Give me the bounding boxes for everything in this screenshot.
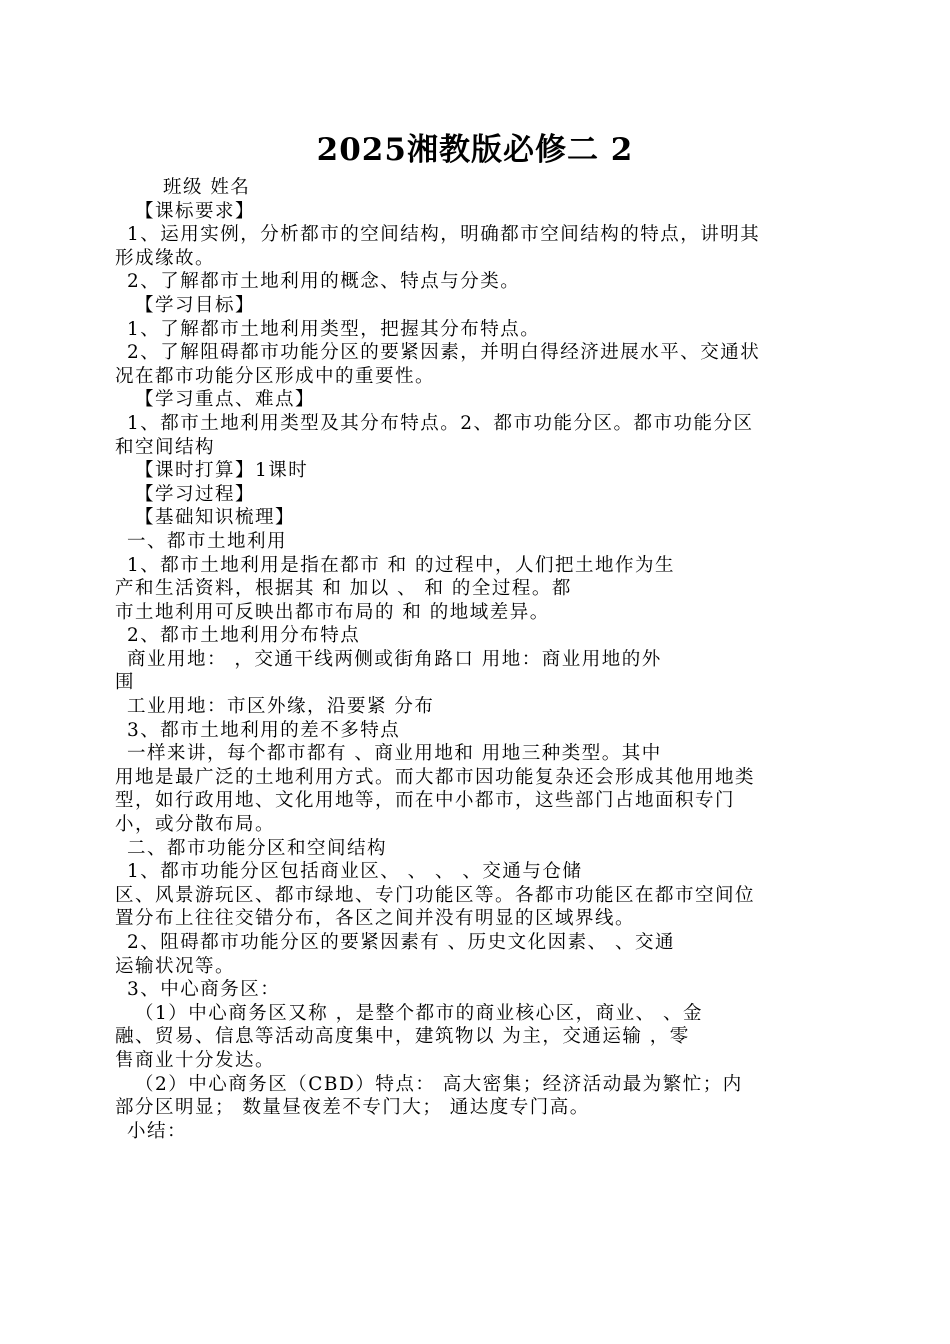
text-line: 融、贸易、信息等活动高度集中，建筑物以 为主，交通运输 ，零	[115, 1026, 690, 1048]
text-line: 用地是最广泛的土地利用方式。而大都市因功能复杂还会形成其他用地类	[115, 766, 756, 788]
text-line: 工业用地：市区外缘，沿要紧 分布	[127, 696, 435, 718]
text-line: 运输状况等。	[115, 955, 236, 977]
text-line: 1、了解都市土地利用类型，把握其分布特点。	[127, 318, 541, 340]
text-line: 商业用地： ，交通干线两侧或街角路口 用地：商业用地的外	[127, 648, 662, 670]
text-line: （1）中心商务区又称 ，是整个都市的商业核心区，商业、 、金	[135, 1002, 704, 1024]
document-title: 2025湘教版必修二 2	[316, 132, 634, 168]
text-line: 市土地利用可反映出都市布局的 和 的地域差异。	[115, 601, 550, 623]
text-line: 2、阻碍都市功能分区的要紧因素有 、历史文化因素、 、交通	[127, 932, 676, 953]
text-line: 3、都市土地利用的差不多特点	[127, 719, 401, 741]
text-line: 2、都市土地利用分布特点	[127, 625, 361, 647]
text-line: 2、了解都市土地利用的概念、特点与分类。	[127, 271, 521, 293]
text-line: 小，或分散布局。	[115, 814, 276, 836]
text-line: 产和生活资料，根据其 和 加以 、 和 的全过程。都	[115, 578, 572, 600]
text-line: （2）中心商务区（CBD）特点： 高大密集；经济活动最为繁忙；内	[135, 1073, 743, 1095]
text-line: 1、都市功能分区包括商业区、 、 、 、交通与仓储	[127, 861, 583, 883]
text-line: 一样来讲，每个都市都有 、商业用地和 用地三种类型。其中	[127, 743, 662, 765]
text-line: 况在都市功能分区形成中的重要性。	[115, 365, 436, 387]
text-line: 3、中心商务区：	[127, 979, 281, 1001]
text-line: 区、风景游玩区、都市绿地、专门功能区等。各都市功能区在都市空间位	[115, 884, 756, 906]
text-line: 【学习重点、难点】	[135, 389, 316, 411]
text-line: 1、运用实例，分析都市的空间结构，明确都市空间结构的特点，讲明其	[127, 224, 761, 246]
text-line: 形成缘故。	[115, 247, 216, 269]
text-line: 围	[115, 672, 136, 694]
text-line: 【课时打算】1课时	[135, 460, 309, 482]
text-line: 1、都市土地利用是指在都市 和 的过程中，人们把土地作为生	[127, 554, 676, 576]
text-line: 二、都市功能分区和空间结构	[127, 837, 388, 859]
text-line: 置分布上往往交错分布，各区之间并没有明显的区域界线。	[115, 908, 636, 930]
text-line: 【课标要求】	[135, 200, 256, 222]
text-line: 【学习目标】	[135, 294, 256, 316]
text-line: 班级 姓名	[163, 177, 251, 198]
document-body	[115, 176, 835, 1143]
text-line: 型，如行政用地、文化用地等，而在中小都市，这些部门占地面积专门	[115, 790, 736, 812]
text-line: 1、都市土地利用类型及其分布特点。2、都市功能分区。都市功能分区	[127, 412, 754, 434]
text-line: 部分区明显； 数量昼夜差不专门大； 通达度专门高。	[115, 1097, 590, 1119]
text-line: 【学习过程】	[135, 483, 256, 505]
text-line: 和空间结构	[115, 436, 216, 458]
text-line: 一、都市土地利用	[127, 530, 288, 552]
text-line: 2、了解阻碍都市功能分区的要紧因素，并明白得经济进展水平、交通状	[127, 342, 761, 364]
text-line: 小结：	[127, 1120, 188, 1142]
text-line: 售商业十分发达。	[115, 1049, 276, 1071]
text-line: 【基础知识梳理】	[135, 507, 296, 529]
